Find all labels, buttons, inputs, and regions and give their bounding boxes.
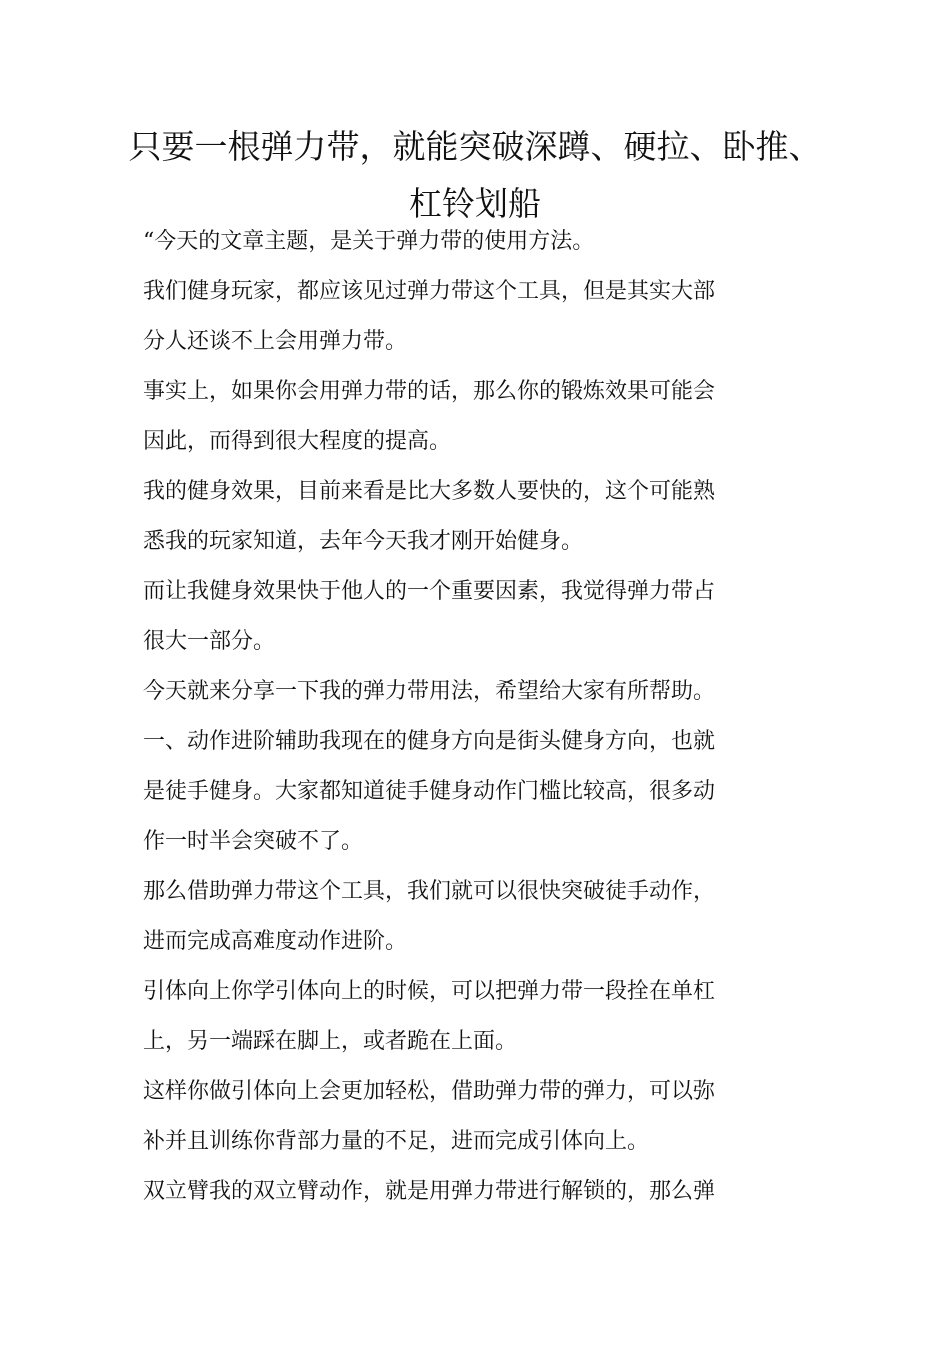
- body-line: 分人还谈不上会用弹力带。: [143, 329, 408, 354]
- body-line: 很大一部分。: [143, 629, 276, 654]
- body-line: “今天的文章主题，是关于弹力带的使用方法。: [143, 229, 595, 254]
- body-line: 这样你做引体向上会更加轻松，借助弹力带的弹力，可以弥: [143, 1079, 716, 1104]
- body-line: 一、动作进阶辅助我现在的健身方向是街头健身方向，也就: [143, 729, 716, 754]
- body-line: 那么借助弹力带这个工具，我们就可以很快突破徒手动作，: [143, 879, 716, 904]
- body-line: 我的健身效果，目前来看是比大多数人要快的，这个可能熟: [143, 479, 716, 504]
- body-line: 进而完成高难度动作进阶。: [143, 929, 408, 954]
- body-line: 作一时半会突破不了。: [143, 829, 364, 854]
- body-line: 补并且训练你背部力量的不足，进而完成引体向上。: [143, 1129, 650, 1154]
- body-line: 引体向上你学引体向上的时候，可以把弹力带一段拴在单杠: [143, 979, 716, 1004]
- body-line: 我们健身玩家，都应该见过弹力带这个工具，但是其实大部: [143, 279, 716, 304]
- document-body: [143, 217, 758, 1217]
- body-line: 事实上，如果你会用弹力带的话，那么你的锻炼效果可能会: [143, 379, 716, 404]
- body-line: 是徒手健身。大家都知道徒手健身动作门槛比较高，很多动: [143, 779, 716, 804]
- body-line: 上，另一端踩在脚上，或者跪在上面。: [143, 1029, 518, 1054]
- body-line: 因此，而得到很大程度的提高。: [143, 429, 452, 454]
- document-title: 只要一根弹力带，就能突破深蹲、硬拉、卧推、杠铃划船: [128, 127, 822, 223]
- body-line: 悉我的玩家知道，去年今天我才刚开始健身。: [143, 529, 584, 554]
- body-line: 双立臂我的双立臂动作，就是用弹力带进行解锁的，那么弹: [143, 1179, 716, 1204]
- body-line: 今天就来分享一下我的弹力带用法，希望给大家有所帮助。: [143, 679, 716, 704]
- body-line: 而让我健身效果快于他人的一个重要因素，我觉得弹力带占: [143, 579, 716, 604]
